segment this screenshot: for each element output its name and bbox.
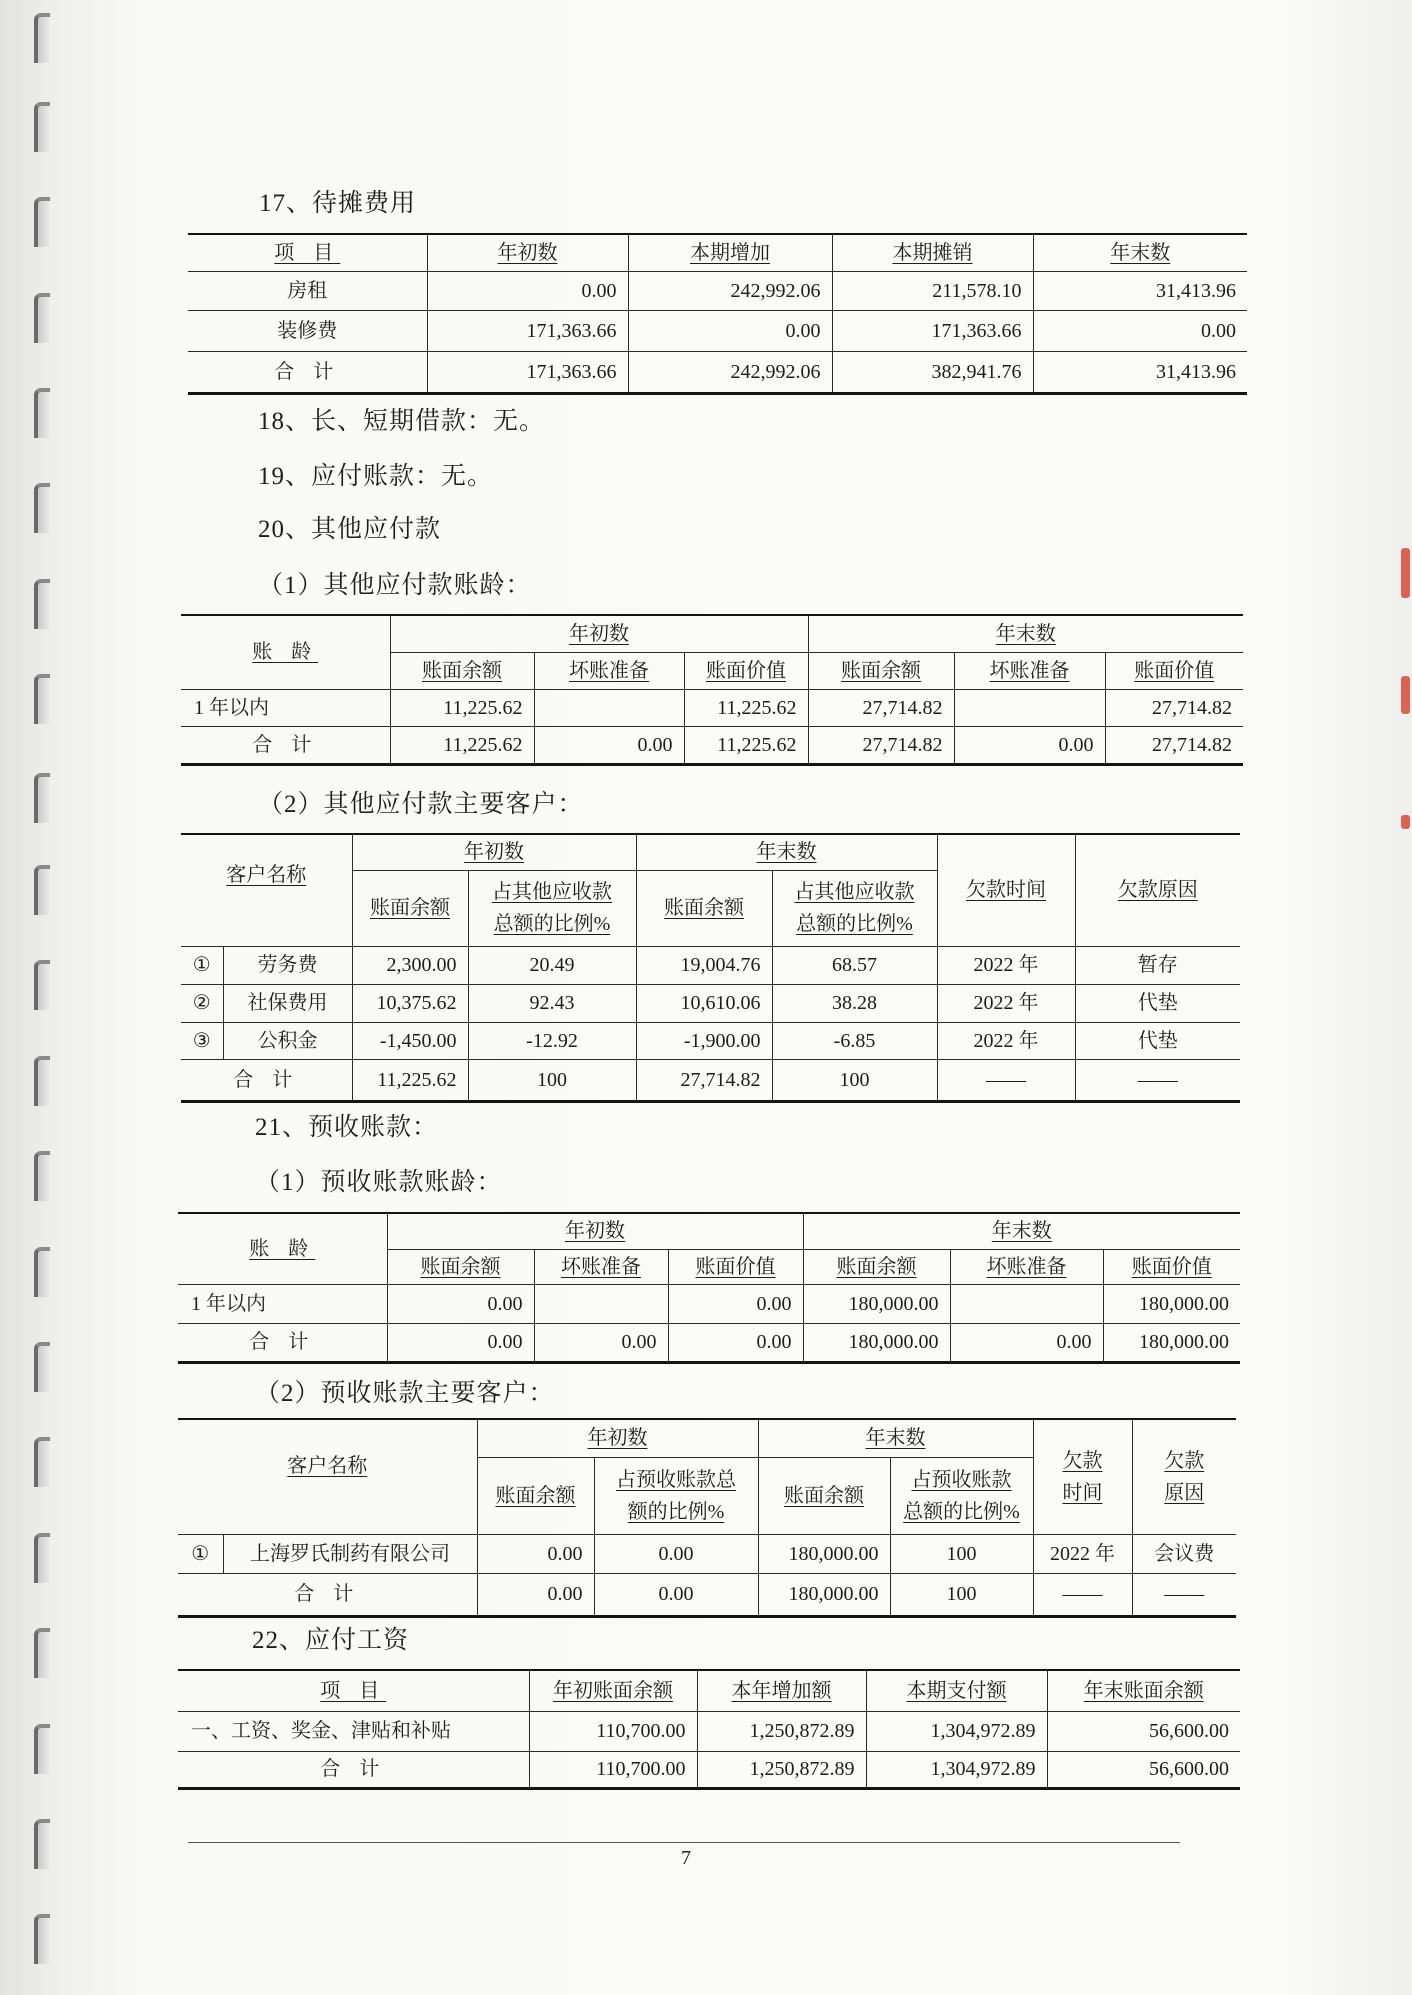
- heading-other-payables: 20、其他应付款: [258, 516, 442, 543]
- cell-closing: 31,413.96: [1033, 271, 1247, 310]
- cell-closing-value: 27,714.82: [1105, 689, 1243, 726]
- header-opening-group: 年初数: [390, 615, 808, 652]
- cell-opening-balance: 11,225.62: [390, 726, 534, 764]
- table-row: [188, 310, 1247, 351]
- cell-closing-balance: 27,714.82: [808, 689, 954, 726]
- row-label: 1 年以内: [178, 1284, 387, 1323]
- table-row: [178, 1534, 1236, 1573]
- header-book-balance: 账面余额: [758, 1457, 890, 1534]
- cell-opening: 0.00: [427, 271, 628, 310]
- header-arrears-time-line: 欠款: [1062, 1449, 1103, 1472]
- heading-other-payables-aging: （1）其他应付款账龄：: [258, 572, 532, 599]
- cell-arrears-time: 2022 年: [1033, 1534, 1132, 1573]
- binder-hole: [34, 1151, 50, 1201]
- header-row: [178, 1213, 1240, 1249]
- cell-opening-balance: 0.00: [387, 1323, 534, 1362]
- binder-hole: [34, 674, 50, 724]
- cell-arrears-reason: ——: [1132, 1573, 1236, 1616]
- cell-closing-value: 180,000.00: [1103, 1323, 1240, 1362]
- total-row: [188, 351, 1247, 393]
- cell-arrears-time: 2022 年: [937, 946, 1075, 984]
- cell-closing-bad-debt: [950, 1284, 1103, 1323]
- total-label: 合 计: [188, 351, 427, 393]
- cell-closing-balance: 180,000.00: [758, 1573, 890, 1616]
- other-payables-aging-table: [181, 614, 1243, 766]
- header-ratio: [468, 870, 636, 946]
- row-number: ③: [181, 1022, 223, 1059]
- cell-opening-balance: 0.00: [387, 1284, 534, 1323]
- customer-name: 劳务费: [223, 946, 352, 984]
- red-edge-mark: [1401, 548, 1410, 598]
- cell-closing-ratio: 38.28: [772, 984, 937, 1022]
- total-row: [181, 1059, 1240, 1101]
- header-ratio-line: 占预收账款: [911, 1468, 1012, 1491]
- cell-closing-ratio: 100: [890, 1573, 1033, 1616]
- header-ratio: [890, 1457, 1033, 1534]
- row-label: 房租: [188, 271, 427, 310]
- cell-closing-balance: 180,000.00: [803, 1323, 950, 1362]
- table-row: [188, 271, 1247, 310]
- binder-hole: [34, 1342, 50, 1392]
- total-row: [178, 1323, 1240, 1362]
- header-book-value: 账面价值: [668, 1249, 803, 1284]
- header-aging: 账 龄: [181, 615, 390, 689]
- binder-hole: [34, 1819, 50, 1869]
- header-closing: 年末数: [1033, 234, 1247, 271]
- header-amortization: 本期摊销: [832, 234, 1033, 271]
- table-row: [178, 1711, 1240, 1751]
- binder-hole: [34, 1437, 50, 1487]
- cell-opening-ratio: -12.92: [468, 1022, 636, 1059]
- cell-opening: 171,363.66: [427, 351, 628, 393]
- header-bad-debt: 坏账准备: [534, 1249, 668, 1284]
- header-ratio-line: 总额的比例%: [493, 913, 611, 935]
- cell-closing-balance: 19,004.76: [636, 946, 772, 984]
- cell-closing-balance: 10,610.06: [636, 984, 772, 1022]
- header-book-balance: 账面余额: [477, 1457, 594, 1534]
- header-book-balance: 账面余额: [390, 652, 534, 689]
- cell-opening-balance: 0.00: [477, 1573, 594, 1616]
- header-arrears-time-line: 时间: [1062, 1481, 1103, 1504]
- cell-increase: 242,992.06: [628, 271, 832, 310]
- cell-closing-balance: 180,000.00: [803, 1284, 950, 1323]
- cell-opening-value: 0.00: [668, 1284, 803, 1323]
- header-row: [178, 1670, 1240, 1711]
- binder-hole: [34, 1533, 50, 1583]
- customer-name: 公积金: [223, 1022, 352, 1059]
- cell-amortization: 211,578.10: [832, 271, 1033, 310]
- cell-opening-bad-debt: 0.00: [534, 1323, 668, 1362]
- header-book-value: 账面价值: [1105, 652, 1243, 689]
- header-arrears-reason: 欠款原因: [1075, 834, 1240, 946]
- binder-hole: [34, 13, 50, 63]
- cell-opening-balance: 11,225.62: [390, 689, 534, 726]
- row-label: 装修费: [188, 310, 427, 351]
- cell-opening: 171,363.66: [427, 310, 628, 351]
- header-closing-group: 年末数: [803, 1213, 1240, 1249]
- header-ratio-line: 占预收账款总: [616, 1468, 736, 1491]
- cell-opening-balance: 10,375.62: [352, 984, 468, 1022]
- cell-payment: 1,304,972.89: [866, 1711, 1047, 1751]
- binder-hole: [34, 293, 50, 343]
- heading-prepaid-expenses: 17、待摊费用: [259, 190, 417, 217]
- total-row: [178, 1751, 1240, 1788]
- cell-arrears-time: 2022 年: [937, 984, 1075, 1022]
- cell-arrears-reason: ——: [1075, 1059, 1240, 1101]
- cell-arrears-reason: 会议费: [1132, 1534, 1236, 1573]
- cell-closing: 0.00: [1033, 310, 1247, 351]
- heading-accounts-payable: 19、应付账款：无。: [258, 463, 494, 490]
- header-opening-group: 年初数: [477, 1419, 758, 1457]
- cell-opening-value: 0.00: [668, 1323, 803, 1362]
- row-number: ①: [181, 946, 223, 984]
- binder-hole: [34, 865, 50, 915]
- cell-opening-balance: 0.00: [477, 1534, 594, 1573]
- cell-arrears-reason: 代垫: [1075, 984, 1240, 1022]
- cell-opening-ratio: 0.00: [594, 1573, 758, 1616]
- header-row: [181, 834, 1240, 870]
- cell-amortization: 171,363.66: [832, 310, 1033, 351]
- advance-receipts-aging-table: [178, 1212, 1240, 1364]
- cell-opening-balance: 110,700.00: [529, 1711, 697, 1751]
- binder-hole: [34, 579, 50, 629]
- cell-closing-bad-debt: 0.00: [950, 1323, 1103, 1362]
- advance-receipts-customers-table: [178, 1418, 1236, 1618]
- cell-closing-bad-debt: [954, 689, 1105, 726]
- cell-arrears-time: ——: [937, 1059, 1075, 1101]
- header-customer: 客户名称: [181, 834, 352, 946]
- row-number: ①: [178, 1534, 223, 1573]
- page-number: 7: [681, 1847, 691, 1869]
- binder-hole: [34, 483, 50, 533]
- customer-name: 社保费用: [223, 984, 352, 1022]
- cell-closing-ratio: 68.57: [772, 946, 937, 984]
- cell-increase: 242,992.06: [628, 351, 832, 393]
- cell-opening-ratio: 0.00: [594, 1534, 758, 1573]
- total-label: 合 计: [178, 1323, 387, 1362]
- binder-hole: [34, 1724, 50, 1774]
- cell-opening-balance: 11,225.62: [352, 1059, 468, 1101]
- heading-other-payables-customers: （2）其他应付款主要客户：: [258, 791, 584, 818]
- header-ratio-line: 占其他应收款: [794, 881, 915, 903]
- header-ratio-line: 额的比例%: [627, 1500, 725, 1523]
- row-label: 一、工资、奖金、津贴和补贴: [178, 1711, 529, 1751]
- heading-wages-payable: 22、应付工资: [252, 1627, 410, 1654]
- heading-advance-receipts: 21、预收账款：: [255, 1114, 439, 1141]
- cell-opening-ratio: 92.43: [468, 984, 636, 1022]
- header-book-balance: 账面余额: [803, 1249, 950, 1284]
- table-row: [181, 984, 1240, 1022]
- binder-hole: [34, 773, 50, 823]
- row-label: 1 年以内: [181, 689, 390, 726]
- cell-closing-balance: -1,900.00: [636, 1022, 772, 1059]
- header-row: [188, 234, 1247, 271]
- header-arrears-time: 欠款时间: [937, 834, 1075, 946]
- cell-arrears-reason: 代垫: [1075, 1022, 1240, 1059]
- cell-closing-balance: 27,714.82: [808, 726, 954, 764]
- header-ratio-line: 占其他应收款: [492, 881, 612, 903]
- header-row: [181, 615, 1243, 652]
- binder-hole: [34, 1914, 50, 1964]
- header-ratio-line: 总额的比例%: [796, 913, 913, 935]
- heading-advance-receipts-aging: （1）预收账款账龄：: [255, 1169, 503, 1196]
- total-label: 合 计: [181, 726, 390, 764]
- red-edge-mark: [1401, 676, 1410, 714]
- binder-hole: [34, 960, 50, 1010]
- header-opening: 年初数: [427, 234, 628, 271]
- table-row: [181, 946, 1240, 984]
- red-edge-mark: [1401, 815, 1410, 829]
- cell-opening-balance: 110,700.00: [529, 1751, 697, 1788]
- header-book-balance: 账面余额: [352, 870, 468, 946]
- cell-opening-balance: -1,450.00: [352, 1022, 468, 1059]
- header-ratio: [772, 870, 937, 946]
- header-item: 项 目: [178, 1670, 529, 1711]
- header-customer: 客户名称: [178, 1419, 477, 1534]
- cell-payment: 1,304,972.89: [866, 1751, 1047, 1788]
- cell-opening-bad-debt: [534, 689, 684, 726]
- prepaid-expenses-table: [188, 233, 1247, 395]
- other-payables-customers-table: [181, 833, 1240, 1103]
- wages-payable-table: [178, 1669, 1240, 1790]
- header-row: [178, 1419, 1236, 1457]
- cell-opening-value: 11,225.62: [684, 689, 808, 726]
- binder-hole: [34, 197, 50, 247]
- cell-closing-balance: 180,000.00: [758, 1534, 890, 1573]
- cell-increase: 0.00: [628, 310, 832, 351]
- header-closing-group: 年末数: [758, 1419, 1033, 1457]
- total-row: [178, 1573, 1236, 1616]
- cell-closing-ratio: -6.85: [772, 1022, 937, 1059]
- header-arrears-time: [1033, 1419, 1132, 1534]
- total-label: 合 计: [178, 1751, 529, 1788]
- table-row: [181, 689, 1243, 726]
- header-arrears-reason: [1132, 1419, 1236, 1534]
- header-book-balance: 账面余额: [387, 1249, 534, 1284]
- footer-rule: [188, 1842, 1180, 1843]
- header-book-balance: 账面余额: [808, 652, 954, 689]
- cell-closing: 31,413.96: [1033, 351, 1247, 393]
- header-bad-debt: 坏账准备: [954, 652, 1105, 689]
- cell-closing-value: 27,714.82: [1105, 726, 1243, 764]
- binder-hole: [34, 1628, 50, 1678]
- binder-hole: [34, 102, 50, 152]
- header-item: 项 目: [188, 234, 427, 271]
- header-increase: 本期增加: [628, 234, 832, 271]
- cell-closing-balance: 56,600.00: [1047, 1751, 1240, 1788]
- header-arrears-reason-line: 欠款: [1164, 1449, 1205, 1472]
- total-row: [181, 726, 1243, 764]
- header-ratio-line: 总额的比例%: [903, 1500, 1020, 1523]
- header-opening-group: 年初数: [387, 1213, 803, 1249]
- header-book-balance: 账面余额: [636, 870, 772, 946]
- header-ratio: [594, 1457, 758, 1534]
- cell-closing-balance: 56,600.00: [1047, 1711, 1240, 1751]
- header-book-value: 账面价值: [1103, 1249, 1240, 1284]
- header-arrears-reason-line: 原因: [1164, 1481, 1205, 1504]
- total-label: 合 计: [181, 1059, 352, 1101]
- header-bad-debt: 坏账准备: [950, 1249, 1103, 1284]
- cell-closing-balance: 27,714.82: [636, 1059, 772, 1101]
- cell-closing-value: 180,000.00: [1103, 1284, 1240, 1323]
- heading-loans: 18、长、短期借款：无。: [258, 408, 546, 435]
- cell-arrears-time: 2022 年: [937, 1022, 1075, 1059]
- table-row: [178, 1284, 1240, 1323]
- cell-increase: 1,250,872.89: [697, 1711, 866, 1751]
- cell-arrears-reason: 暂存: [1075, 946, 1240, 984]
- cell-amortization: 382,941.76: [832, 351, 1033, 393]
- header-bad-debt: 坏账准备: [534, 652, 684, 689]
- cell-increase: 1,250,872.89: [697, 1751, 866, 1788]
- cell-opening-ratio: 100: [468, 1059, 636, 1101]
- cell-opening-ratio: 20.49: [468, 946, 636, 984]
- header-closing-balance: 年末账面余额: [1047, 1670, 1240, 1711]
- header-increase: 本年增加额: [697, 1670, 866, 1711]
- row-number: ②: [181, 984, 223, 1022]
- cell-opening-bad-debt: [534, 1284, 668, 1323]
- header-payment: 本期支付额: [866, 1670, 1047, 1711]
- header-closing-group: 年末数: [808, 615, 1243, 652]
- cell-opening-balance: 2,300.00: [352, 946, 468, 984]
- cell-opening-value: 11,225.62: [684, 726, 808, 764]
- header-opening-balance: 年初账面余额: [529, 1670, 697, 1711]
- binder-hole: [34, 1056, 50, 1106]
- cell-closing-bad-debt: 0.00: [954, 726, 1105, 764]
- cell-opening-bad-debt: 0.00: [534, 726, 684, 764]
- cell-arrears-time: ——: [1033, 1573, 1132, 1616]
- heading-advance-receipts-customers: （2）预收账款主要客户：: [255, 1380, 555, 1407]
- header-book-value: 账面价值: [684, 652, 808, 689]
- cell-closing-ratio: 100: [772, 1059, 937, 1101]
- customer-name: 上海罗氏制药有限公司: [223, 1534, 477, 1573]
- total-label: 合 计: [178, 1573, 477, 1616]
- header-opening-group: 年初数: [352, 834, 636, 870]
- cell-closing-ratio: 100: [890, 1534, 1033, 1573]
- binder-hole: [34, 388, 50, 438]
- header-aging: 账 龄: [178, 1213, 387, 1284]
- binder-hole: [34, 1247, 50, 1297]
- header-closing-group: 年末数: [636, 834, 937, 870]
- table-row: [181, 1022, 1240, 1059]
